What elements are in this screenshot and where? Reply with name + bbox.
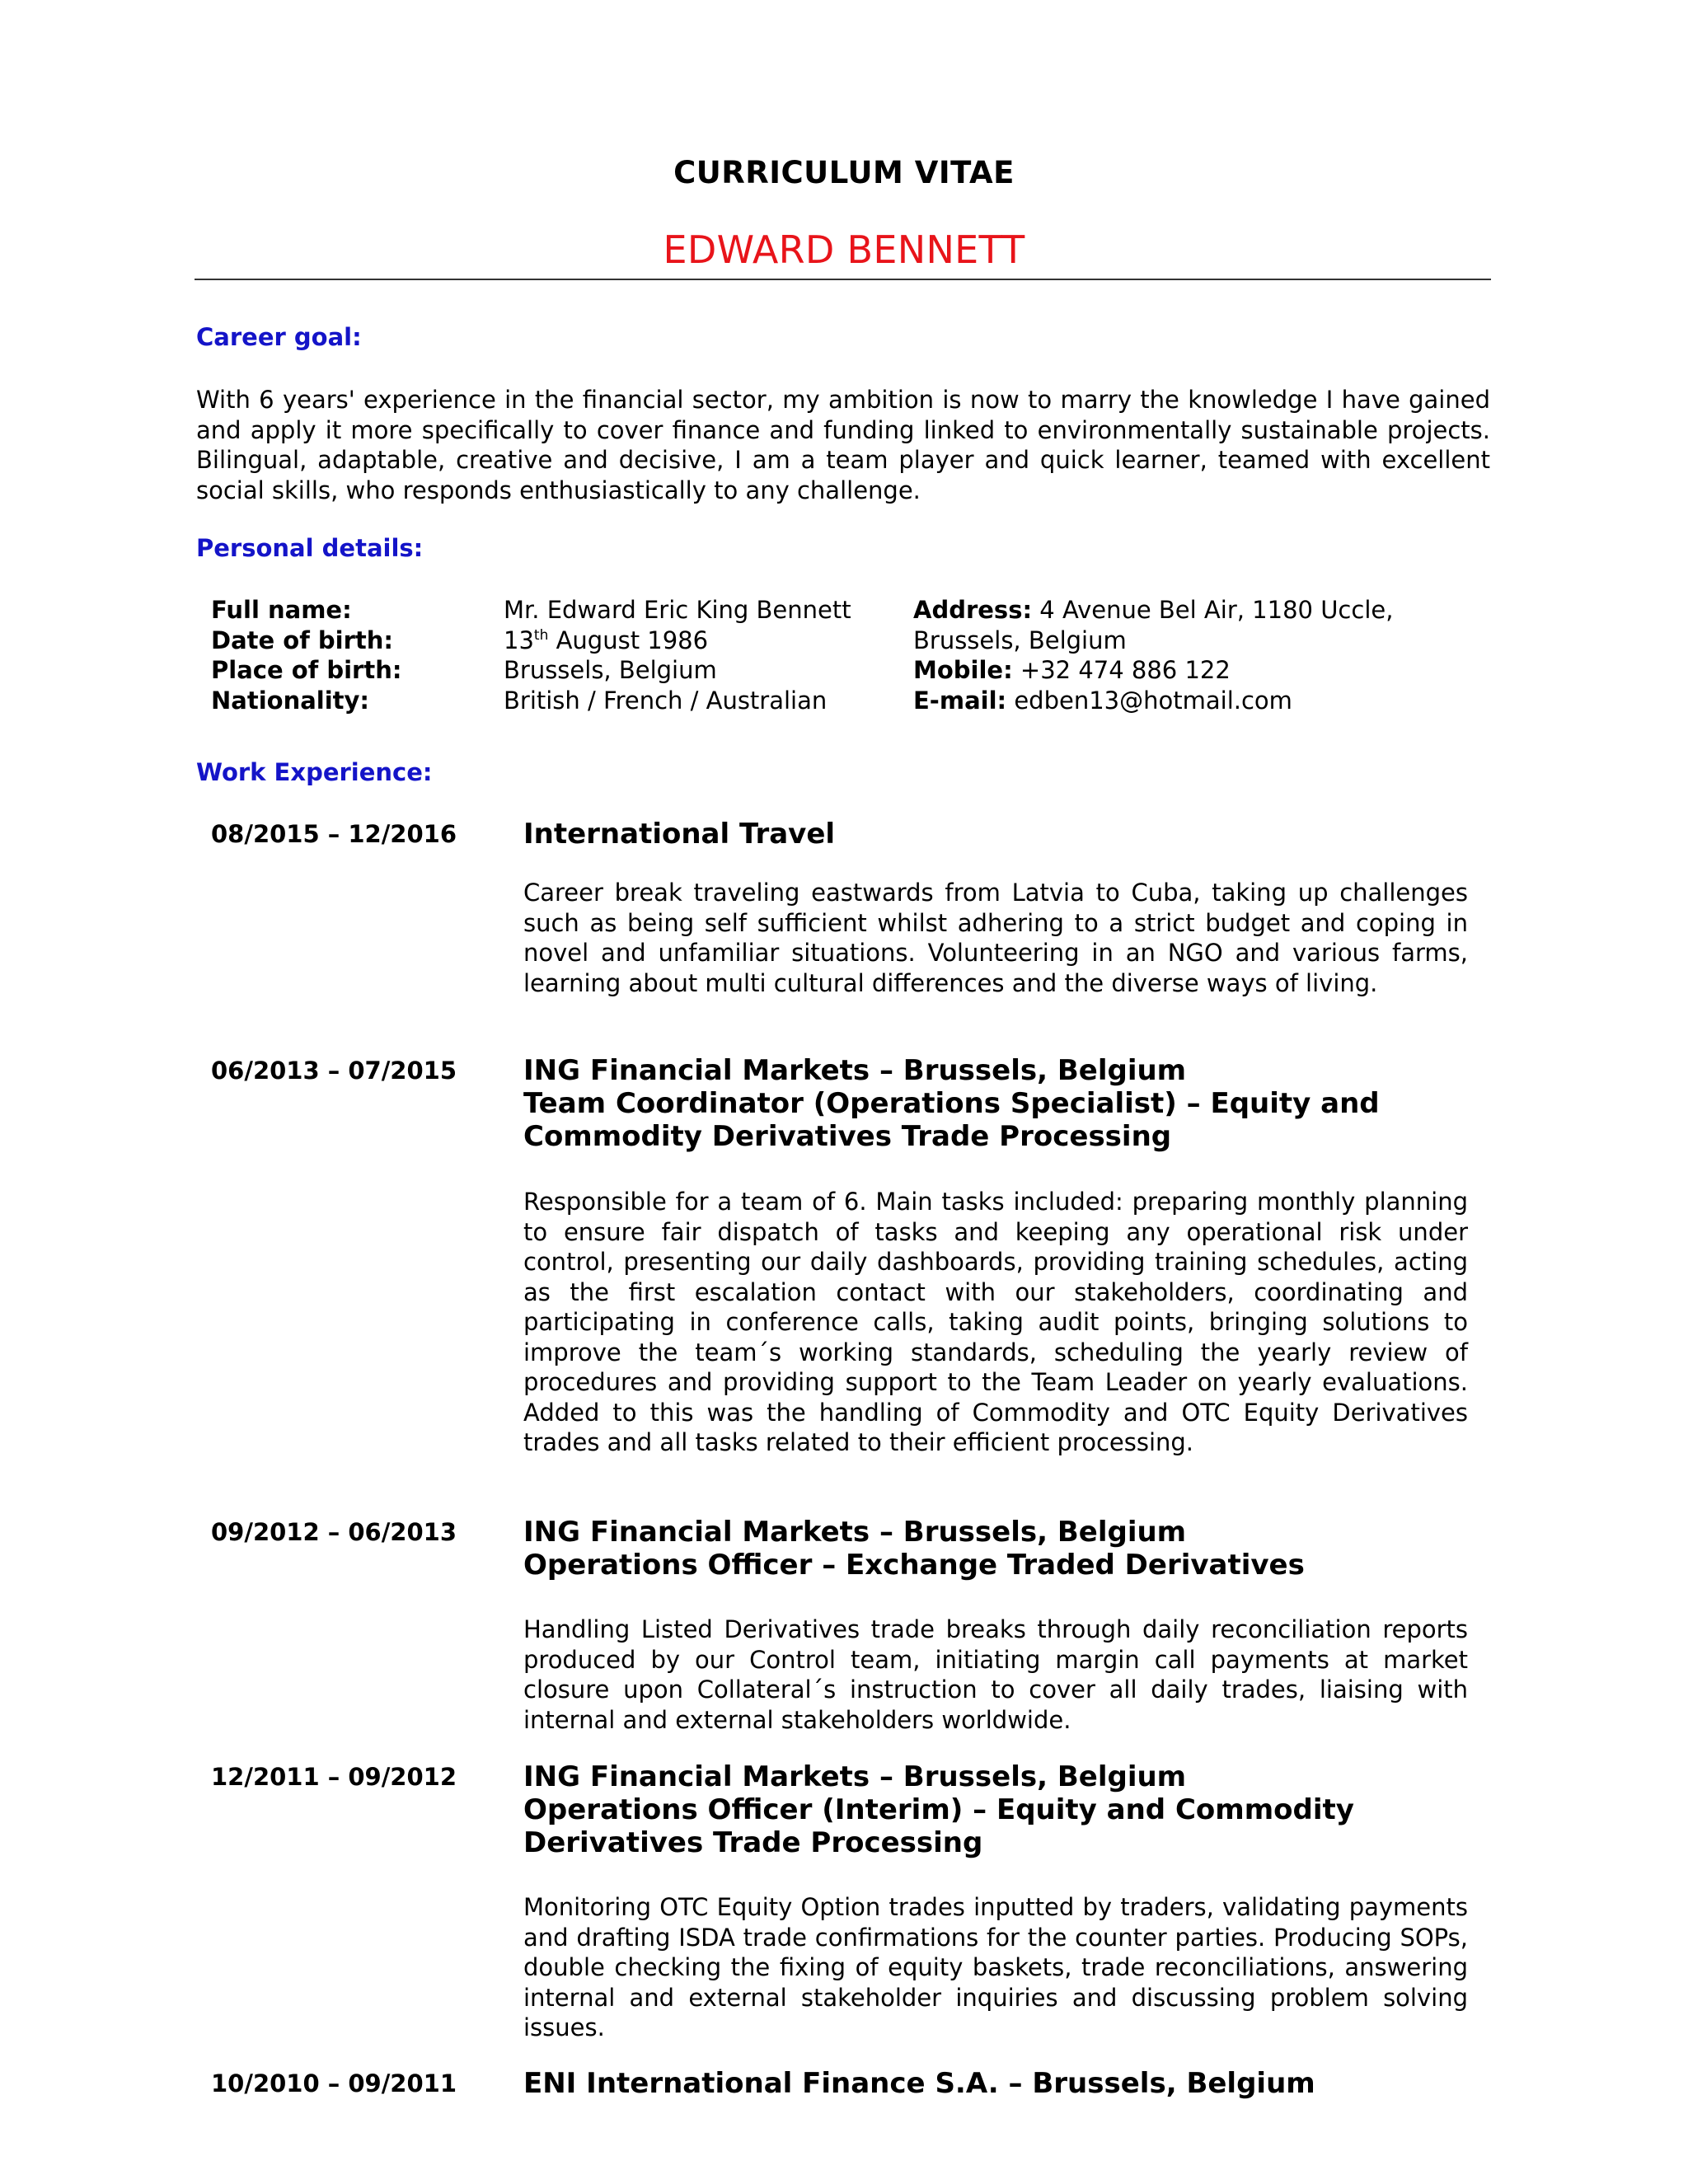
job-title-line: Derivatives Trade Processing xyxy=(523,1826,983,1859)
job-title-line: ENI International Finance S.A. – Brussels, Belgium xyxy=(523,2067,1315,2100)
nationality-label: Nationality: xyxy=(211,686,370,715)
job-description xyxy=(523,878,1468,998)
job-description-text: Responsible for a team of 6. Main tasks included: preparing monthly planning to ensure fair dispatch of tasks and keeping any operational risk under control, presenting our daily dashboards, providing training schedules, acting as the first escalation contact with our stakeholders, coordinating and participating in conference calls, taking audit points, bringing solutions to improve the team´s working standards, scheduling the yearly review of procedures and providing support to the Team Leader on yearly evaluations. Added to this was the handling of Commodity and OTC Equity Derivatives trades and all tasks related to their efficient processing. xyxy=(523,1188,1468,1456)
email-row xyxy=(913,686,1507,716)
job-description-text: Monitoring OTC Equity Option trades inputted by traders, validating payments and drafting ISDA trade confirmations for the counter parties. Producing SOPs, double checking the fixing of equity baskets, trade reconciliations, answering internal and external stakeholder inquiries and discussing problem solving issues. xyxy=(523,1893,1468,2041)
dob-rest: August 1986 xyxy=(548,626,709,654)
email-value: edben13@hotmail.com xyxy=(1006,686,1292,715)
mobile-label: Mobile: xyxy=(913,656,1013,684)
address-line2: Brussels, Belgium xyxy=(913,626,1127,654)
job-description xyxy=(523,1615,1468,1735)
email-label: E-mail: xyxy=(913,686,1007,715)
job-description xyxy=(523,1187,1468,1458)
job-dates: 10/2010 – 09/2011 xyxy=(211,2069,457,2097)
job-dates: 12/2011 – 09/2012 xyxy=(211,1763,457,1791)
career-goal-text xyxy=(196,385,1490,505)
candidate-name: EDWARD BENNETT xyxy=(663,227,1025,272)
job-title-line: Operations Officer – Exchange Traded Derivatives xyxy=(523,1549,1305,1582)
pob-value: Brussels, Belgium xyxy=(504,656,717,684)
job-title-line: ING Financial Markets – Brussels, Belgium xyxy=(523,1516,1187,1549)
dob-label: Date of birth: xyxy=(211,626,394,654)
dob-day: 13 xyxy=(504,626,534,654)
dob-suffix: th xyxy=(533,626,549,644)
dob-value xyxy=(504,626,899,656)
header-divider xyxy=(195,279,1491,280)
mobile-value: +32 474 886 122 xyxy=(1012,656,1231,684)
job-description-text: Handling Listed Derivatives trade breaks through daily reconciliation reports produced by our Control team, initiating margin call payments at market closure upon Collateral´s instruction to cover all daily trades, liaising with internal and external stakeholders worldwide. xyxy=(523,1615,1468,1734)
full-name-value: Mr. Edward Eric King Bennett xyxy=(504,596,851,624)
job-title xyxy=(523,1516,1471,1582)
contact-details xyxy=(913,595,1507,715)
job-dates: 06/2013 – 07/2015 xyxy=(211,1057,457,1085)
job-title xyxy=(523,1760,1471,1859)
job-description-text: Career break traveling eastwards from Latvia to Cuba, taking up challenges such as being self sufficient whilst adhering to a strict budget and coping in novel and unfamiliar situations. Volunteering in an NGO and various farms, learning about multi cultural differences and the diverse ways of living. xyxy=(523,879,1468,997)
job-title xyxy=(523,2067,1471,2100)
job-title xyxy=(523,818,1471,851)
full-name-label: Full name: xyxy=(211,596,352,624)
job-dates: 08/2015 – 12/2016 xyxy=(211,820,457,848)
career-goal-paragraph: With 6 years' experience in the financial sector, my ambition is now to marry the knowledge I have gained and apply it more specifically to cover finance and funding linked to environmentally sustainable projects. Bilingual, adaptable, creative and decisive, I am a team player and quick learner, teamed with excellent social skills, who responds enthusiastically to any challenge. xyxy=(196,386,1490,504)
job-title xyxy=(523,1054,1471,1153)
address-row xyxy=(913,595,1507,626)
job-dates: 09/2012 – 06/2013 xyxy=(211,1518,457,1546)
job-title-line: ING Financial Markets – Brussels, Belgium xyxy=(523,1054,1187,1087)
personal-details-values xyxy=(504,595,899,715)
personal-details-heading: Personal details: xyxy=(196,534,424,562)
job-description xyxy=(523,1892,1468,2043)
pob-label: Place of birth: xyxy=(211,656,402,684)
mobile-row xyxy=(913,655,1507,686)
job-title-line: Commodity Derivatives Trade Processing xyxy=(523,1120,1172,1153)
document-title: CURRICULUM VITAE xyxy=(673,155,1015,190)
job-title-line: International Travel xyxy=(523,818,836,851)
nationality-value: British / French / Australian xyxy=(504,686,828,715)
address-line1: 4 Avenue Bel Air, 1180 Uccle, xyxy=(1032,596,1394,624)
job-title-line: ING Financial Markets – Brussels, Belgium xyxy=(523,1760,1187,1793)
address-label: Address: xyxy=(913,596,1033,624)
job-title-line: Team Coordinator (Operations Specialist) – Equity and xyxy=(523,1087,1380,1120)
work-experience-heading: Work Experience: xyxy=(196,758,433,786)
personal-details-labels xyxy=(211,595,491,715)
job-title-line: Operations Officer (Interim) – Equity and Commodity xyxy=(523,1793,1354,1826)
career-goal-heading: Career goal: xyxy=(196,323,362,351)
